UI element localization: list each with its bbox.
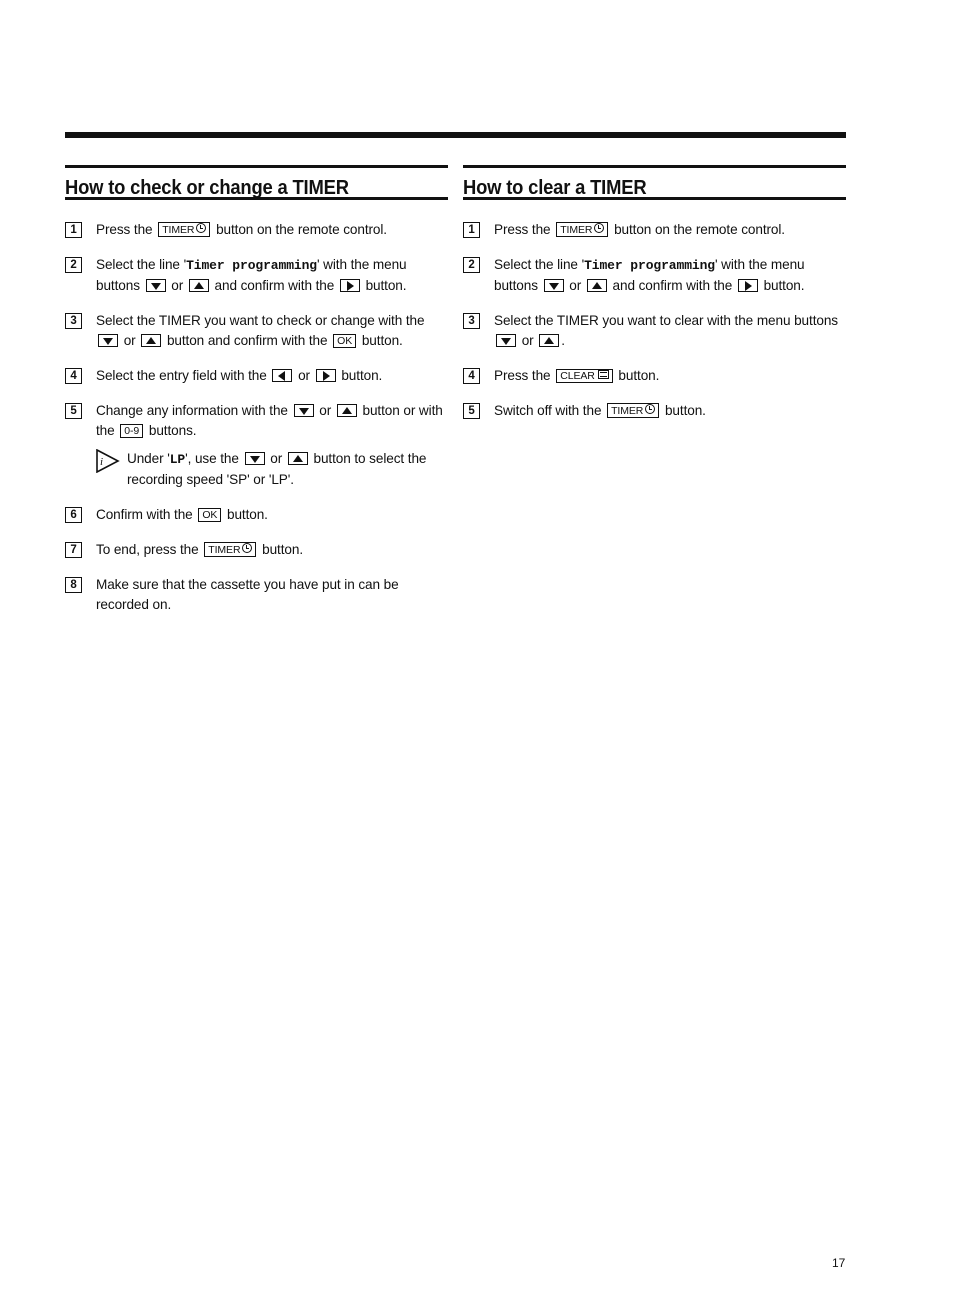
clock-icon	[242, 543, 252, 553]
right-arrow-icon	[738, 279, 758, 292]
up-arrow-icon	[337, 404, 357, 417]
down-arrow-icon	[544, 279, 564, 292]
section-header	[65, 165, 448, 200]
up-arrow-icon	[189, 279, 209, 292]
step-3: 3 Select the TIMER you want to clear with the menu buttons or .	[463, 311, 846, 351]
menu-line-name: Timer programming	[186, 258, 317, 273]
up-arrow-icon	[539, 334, 559, 347]
down-arrow-icon	[146, 279, 166, 292]
section-title: How to check or change a TIMER	[65, 177, 349, 199]
step-6: 6 Confirm with the OK button.	[65, 505, 448, 525]
step-4: 4 Press the CLEAR button.	[463, 366, 846, 386]
down-arrow-icon	[294, 404, 314, 417]
step-2: 2 Select the line 'Timer programming' with the menu buttons or and confirm with the button.	[65, 255, 448, 296]
clear-key: CLEAR	[556, 369, 613, 383]
step-7: 7 To end, press the TIMER button.	[65, 540, 448, 560]
up-arrow-icon	[288, 452, 308, 465]
step-5: 5 Switch off with the TIMER button.	[463, 401, 846, 421]
step-number: 4	[65, 368, 82, 384]
clock-icon	[196, 223, 206, 233]
step-list	[65, 220, 448, 615]
digit-keys: 0-9	[120, 424, 143, 438]
step-number: 5	[463, 403, 480, 419]
speed-setting-name: LP	[169, 452, 186, 467]
right-arrow-icon	[340, 279, 360, 292]
clear-icon	[598, 370, 609, 379]
step-number: 2	[463, 257, 480, 273]
menu-line-name: Timer programming	[584, 258, 715, 273]
step-3: 3 Select the TIMER you want to check or change with the or button and confirm with the OK button.	[65, 311, 448, 351]
info-note: i Under 'LP', use the or button to select the recording speed 'SP' or 'LP'.	[96, 449, 448, 490]
clock-icon	[594, 223, 604, 233]
svg-text:i: i	[100, 456, 103, 468]
timer-key: TIMER	[158, 222, 210, 237]
up-arrow-icon	[141, 334, 161, 347]
down-arrow-icon	[245, 452, 265, 465]
info-icon	[96, 449, 120, 473]
down-arrow-icon	[496, 334, 516, 347]
step-number: 3	[65, 313, 82, 329]
step-number: 6	[65, 507, 82, 523]
step-list	[463, 220, 846, 421]
step-1: 1 Press the TIMER button on the remote control.	[463, 220, 846, 240]
clock-icon	[645, 404, 655, 414]
section-clear-timer	[463, 165, 846, 436]
ok-key: OK	[198, 508, 221, 522]
step-number: 7	[65, 542, 82, 558]
step-4: 4 Select the entry field with the or button.	[65, 366, 448, 386]
step-number: 1	[463, 222, 480, 238]
section-header	[463, 165, 846, 200]
step-number: 3	[463, 313, 480, 329]
up-arrow-icon	[587, 279, 607, 292]
right-arrow-icon	[316, 369, 336, 382]
ok-key: OK	[333, 334, 356, 348]
step-number: 4	[463, 368, 480, 384]
step-1: 1 Press the TIMER button on the remote control.	[65, 220, 448, 240]
step-number: 8	[65, 577, 82, 593]
left-arrow-icon	[272, 369, 292, 382]
section-check-change-timer	[65, 165, 448, 630]
timer-key: TIMER	[204, 542, 256, 557]
section-title: How to clear a TIMER	[463, 177, 647, 199]
step-2: 2 Select the line 'Timer programming' with the menu buttons or and confirm with the button.	[463, 255, 846, 296]
top-rule	[65, 132, 846, 138]
step-8: 8 Make sure that the cassette you have put in can be recorded on.	[65, 575, 448, 615]
timer-key: TIMER	[556, 222, 608, 237]
step-number: 5	[65, 403, 82, 419]
page-number: 17	[832, 1256, 846, 1270]
down-arrow-icon	[98, 334, 118, 347]
step-5: 5 Change any information with the or button or with the 0-9 buttons. i Under 'LP', use the or button to select the recording speed 'SP' or 'LP'.	[65, 401, 448, 490]
step-number: 2	[65, 257, 82, 273]
timer-key: TIMER	[607, 403, 659, 418]
step-number: 1	[65, 222, 82, 238]
